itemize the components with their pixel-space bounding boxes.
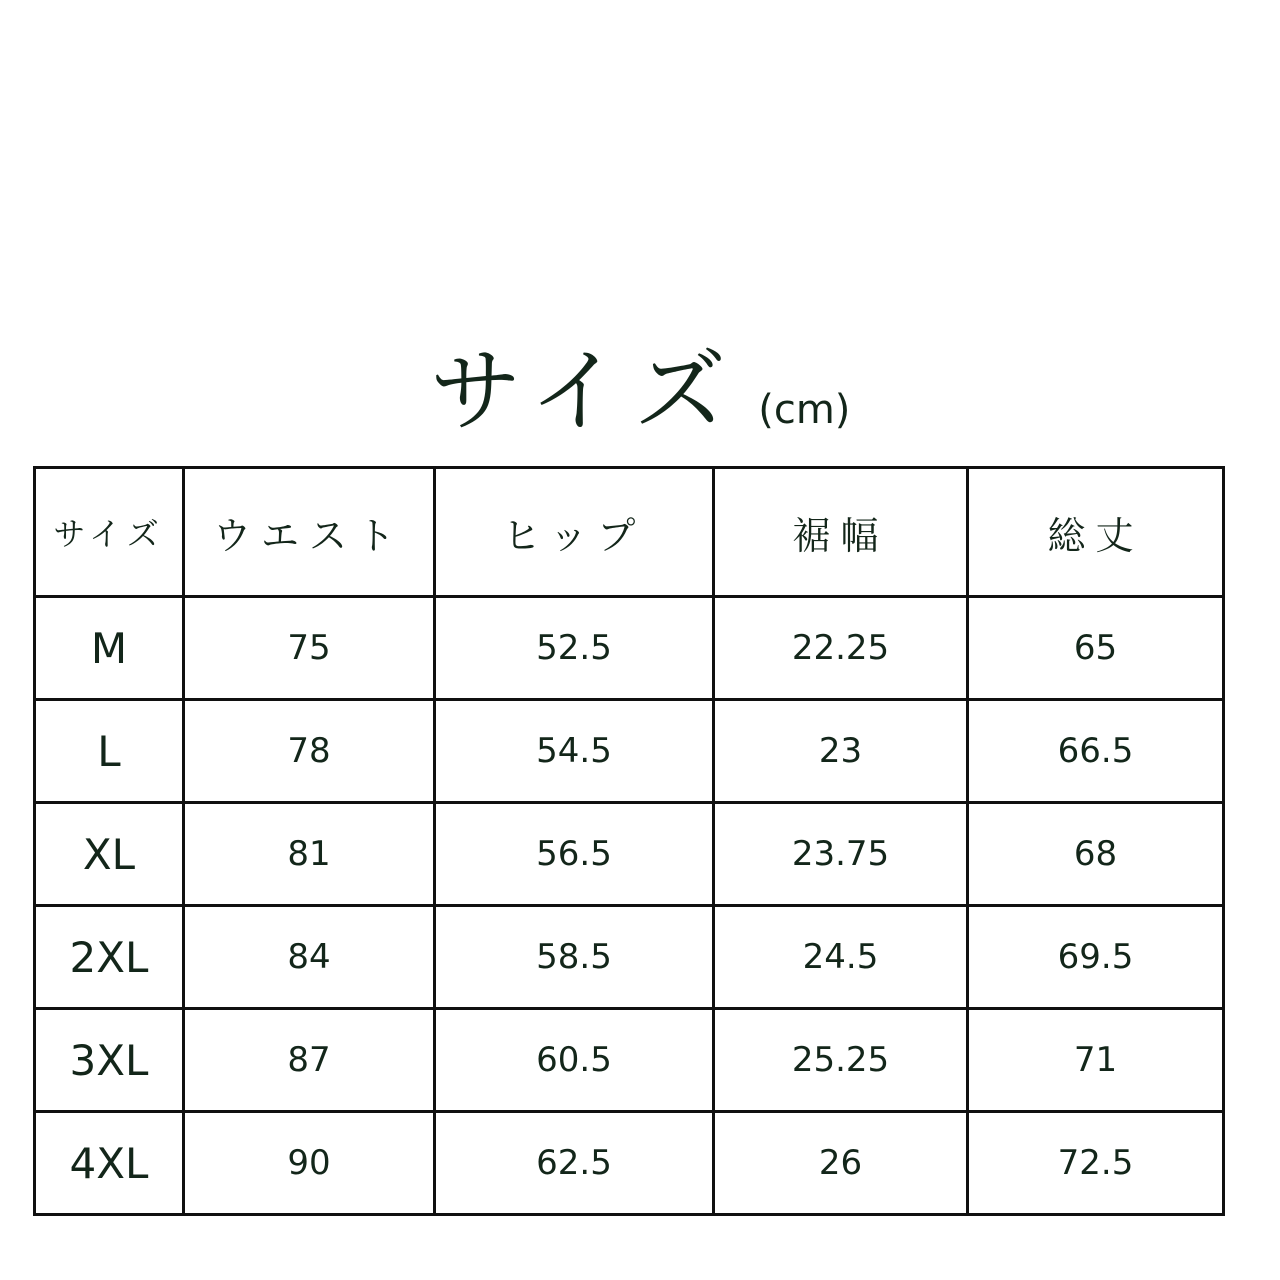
header-hem-width: 裾幅 — [714, 468, 968, 597]
page-title — [0, 318, 1280, 445]
waist-value: 87 — [184, 1009, 435, 1112]
size-label: 4XL — [35, 1112, 184, 1215]
title-unit: (cm) — [758, 387, 851, 433]
hem-width-value: 22.25 — [714, 597, 968, 700]
hem-width-value: 23 — [714, 700, 968, 803]
hip-value: 56.5 — [435, 803, 714, 906]
hip-value: 52.5 — [435, 597, 714, 700]
total-length-value: 65 — [968, 597, 1224, 700]
total-length-value: 66.5 — [968, 700, 1224, 803]
hem-width-value: 24.5 — [714, 906, 968, 1009]
hem-width-value: 23.75 — [714, 803, 968, 906]
total-length-value: 68 — [968, 803, 1224, 906]
waist-value: 90 — [184, 1112, 435, 1215]
size-label: XL — [35, 803, 184, 906]
waist-value: 75 — [184, 597, 435, 700]
size-label: M — [35, 597, 184, 700]
total-length-value: 72.5 — [968, 1112, 1224, 1215]
header-size: サイズ — [35, 468, 184, 597]
size-label: 2XL — [35, 906, 184, 1009]
total-length-value: 71 — [968, 1009, 1224, 1112]
waist-value: 81 — [184, 803, 435, 906]
table-row — [35, 906, 1224, 1009]
hem-width-value: 25.25 — [714, 1009, 968, 1112]
title-text: サイズ — [429, 338, 741, 445]
header-hip: ヒップ — [435, 468, 714, 597]
hip-value: 60.5 — [435, 1009, 714, 1112]
hem-width-value: 26 — [714, 1112, 968, 1215]
size-table — [33, 466, 1225, 1216]
total-length-value: 69.5 — [968, 906, 1224, 1009]
waist-value: 78 — [184, 700, 435, 803]
size-label: L — [35, 700, 184, 803]
hip-value: 62.5 — [435, 1112, 714, 1215]
table-row — [35, 1009, 1224, 1112]
header-waist: ウエスト — [184, 468, 435, 597]
hip-value: 54.5 — [435, 700, 714, 803]
table-row — [35, 1112, 1224, 1215]
size-label: 3XL — [35, 1009, 184, 1112]
table-row — [35, 597, 1224, 700]
table-header-row — [35, 468, 1224, 597]
hip-value: 58.5 — [435, 906, 714, 1009]
table-row — [35, 700, 1224, 803]
waist-value: 84 — [184, 906, 435, 1009]
header-total-length: 総丈 — [968, 468, 1224, 597]
table-row — [35, 803, 1224, 906]
